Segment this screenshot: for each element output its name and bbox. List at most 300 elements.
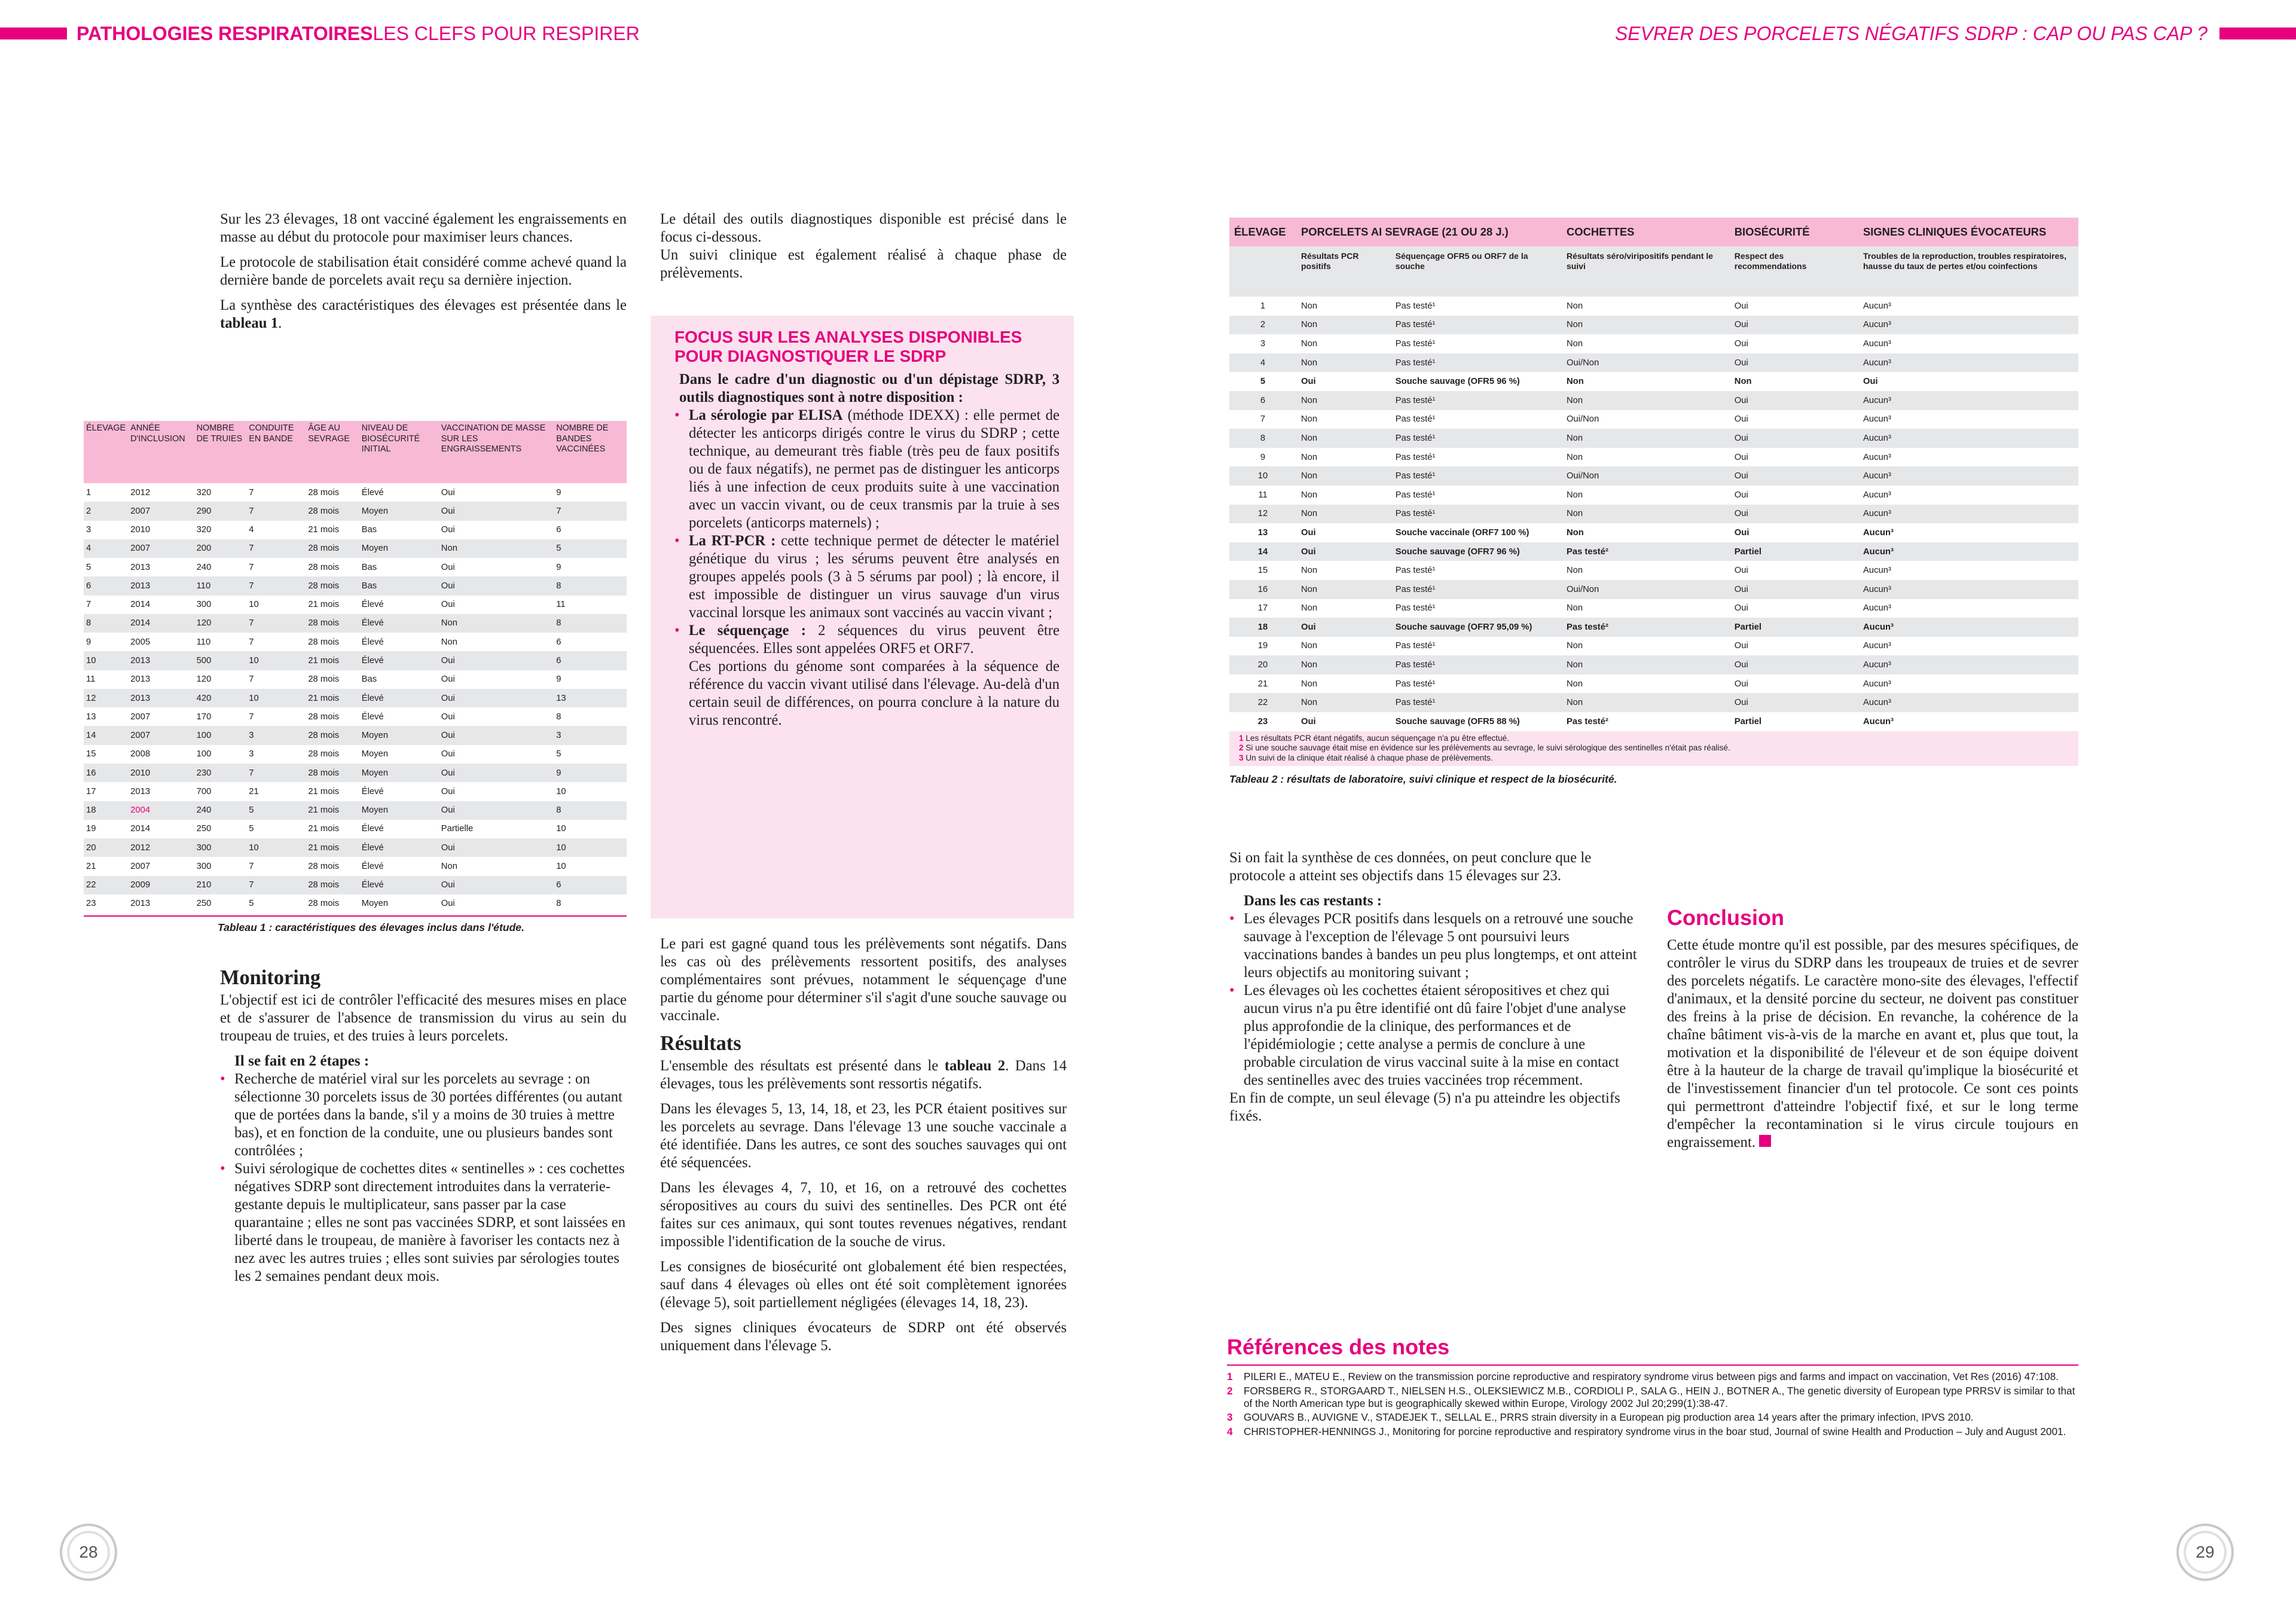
table-cell: 28 mois xyxy=(308,749,340,759)
table-cell: 21 xyxy=(86,861,96,871)
table-row xyxy=(84,820,627,838)
table-row xyxy=(1229,674,2078,694)
list-item: • Les élevages où les cochettes étaient séropositives et chez qui aucun virus n'a pu être identifié ont dû faire l'objet d'une analyse plus approfondie de la clinique, des performances et de l'épidémiologie ; cette analyse a permis de conclure à une probable circulation de virus vaccinal suite à la mise en contact des sentinelles avec des truies vaccinées trop récemment. xyxy=(1244,982,1641,1089)
reference-number: 2 xyxy=(1227,1384,1233,1397)
subheader: Résultats PCR positifs xyxy=(1296,246,1391,297)
table-cell: Oui xyxy=(1734,490,1748,500)
table-cell: 21 xyxy=(249,786,259,796)
table-cell: Souche sauvage (OFR7 96 %) xyxy=(1391,542,1562,561)
column-header: ANNÉE D'INCLUSION xyxy=(128,421,194,483)
table-cell: Aucun³ xyxy=(1858,655,2078,674)
reference-text: FORSBERG R., STORGAARD T., NIELSEN H.S., OLEKSIEWICZ M.B., CORDIOLI P., SALA G., HEIN J., BOTNER A., The genetic diversity of European type PRRSV is similar to that of the North American type but is geographically skewed within Europe, Virology 2002 Jul 20;299(1):38-47. xyxy=(1244,1384,2075,1409)
table-cell: Non xyxy=(1301,301,1318,311)
table-cell: Non xyxy=(1296,429,1391,448)
subheader: Séquençage OFR5 ou ORF7 de la souche xyxy=(1391,246,1562,297)
table-cell: Oui xyxy=(439,764,554,782)
table-cell: 20 xyxy=(1229,655,1296,674)
table-row xyxy=(84,857,627,875)
table-cell: 12 xyxy=(1229,505,1296,524)
bullet-list xyxy=(220,1070,627,1286)
table-cell: Oui xyxy=(1730,353,1858,373)
paragraph: En fin de compte, un seul élevage (5) n'a pu atteindre les objectifs fixés. xyxy=(1229,1090,1620,1124)
table-cell: 11 xyxy=(556,600,566,610)
table-cell: 3 xyxy=(1260,338,1266,349)
table-cell: Non xyxy=(1562,391,1730,410)
table-cell: Élevé xyxy=(361,600,384,610)
table-cell: 21 mois xyxy=(308,786,340,796)
table-cell: Aucun³ xyxy=(1858,316,2078,335)
table-cell: Oui xyxy=(1734,452,1748,462)
table-row xyxy=(1229,486,2078,505)
table-cell: Non xyxy=(1566,527,1584,538)
table-cell: Non xyxy=(1301,452,1318,462)
paragraph: L'objectif est ici de contrôler l'efficacité des mesures mises en place et de s'assurer de l'absence de transmission du virus au sein du troupeau de truies, et des truies à leurs porcelets. xyxy=(220,992,627,1044)
table-cell: Élevé xyxy=(361,712,384,722)
table-row xyxy=(84,651,627,670)
table-cell: 9 xyxy=(86,637,91,647)
table-cell: Pas testé¹ xyxy=(1395,566,1436,576)
table-cell: Aucun³ xyxy=(1863,452,1891,462)
table-cell: Aucun³ xyxy=(1863,716,1894,726)
table-cell: 7 xyxy=(246,502,306,520)
table-cell: 22 xyxy=(1229,693,1296,712)
table-cell: 10 xyxy=(556,861,566,871)
table-cell: 2013 xyxy=(128,651,194,670)
table-row xyxy=(84,782,627,801)
reference-item xyxy=(1227,1370,2078,1383)
table-cell: 5 xyxy=(554,539,627,558)
table-cell: 2010 xyxy=(130,525,151,535)
table-cell: 9 xyxy=(556,562,561,572)
table-cell: 5 xyxy=(556,749,561,759)
table-cell: Non xyxy=(1562,655,1730,674)
header-accent-bar xyxy=(0,28,67,39)
table-cell: Bas xyxy=(359,576,439,595)
reference-item xyxy=(1227,1385,2078,1410)
table-cell: Oui xyxy=(1734,338,1748,349)
table-cell: Oui xyxy=(1730,580,1858,599)
section-subtitle: LES CLEFS POUR RESPIRER xyxy=(373,22,640,44)
table-cell: Pas testé¹ xyxy=(1395,679,1436,689)
table-cell: 19 xyxy=(1257,641,1268,651)
table-cell: Aucun³ xyxy=(1858,693,2078,712)
table-2-caption: Tableau 2 : résultats de laboratoire, suivi clinique et respect de la biosécurité. xyxy=(1229,773,1617,786)
table-1 xyxy=(84,421,627,934)
table-cell: 100 xyxy=(196,749,212,759)
table-cell: Aucun³ xyxy=(1858,580,2078,599)
reference-item xyxy=(1227,1425,2078,1438)
table-cell: Non xyxy=(439,614,554,633)
table-cell: Oui/Non xyxy=(1562,580,1730,599)
table-cell: Élevé xyxy=(361,637,384,647)
table-cell: Oui xyxy=(1730,655,1858,674)
table-cell: Pas testé¹ xyxy=(1395,338,1436,349)
table-cell: 10 xyxy=(554,838,627,857)
col-group-porcelets: PORCELETS AI SEVRAGE (21 OU 28 J.) xyxy=(1296,218,1562,246)
table-cell: 2 xyxy=(84,502,128,520)
table-cell: 4 xyxy=(249,525,254,535)
table-cell: 5 xyxy=(1260,377,1266,387)
table-cell: Non xyxy=(1301,490,1318,500)
paragraph: Si on fait la synthèse de ces données, on peut conclure que le protocole a atteint ses objectifs dans 15 élevages sur 23. xyxy=(1229,850,1592,884)
table-row xyxy=(1229,410,2078,429)
conclusion-heading: Conclusion xyxy=(1667,905,1784,930)
reference-text: GOUVARS B., AUVIGNE V., STADEJEK T., SELLAL E., PRRS strain diversity in a European pig production area 14 years after the primary infection, IPVS 2010. xyxy=(1244,1411,1974,1424)
paragraph: Un suivi clinique est également réalisé à chaque phase de prélèvements. xyxy=(660,247,1067,281)
column-1-intro xyxy=(220,210,627,340)
table-cell: 320 xyxy=(196,525,212,535)
table-cell: 10 xyxy=(556,824,566,834)
references-heading: Références des notes xyxy=(1227,1335,1450,1359)
table-cell: 18 xyxy=(1229,618,1296,637)
table-cell: 200 xyxy=(194,539,247,558)
table-row xyxy=(1229,334,2078,353)
table-cell: Non xyxy=(1296,505,1391,524)
table-cell: 14 xyxy=(1229,542,1296,561)
paragraph: Dans les élevages 5, 13, 14, 18, et 23, les PCR étaient positives sur les porcelets au sevrage. Dans l'élevage 13 une souche vaccinale a été identifiée. Dans les autres, ce sont des souches sauvages qui ont été séquencées. xyxy=(660,1101,1067,1171)
table-cell: Moyen xyxy=(361,749,389,759)
table-cell: Oui xyxy=(1730,693,1858,712)
table-cell: 19 xyxy=(86,824,96,834)
table-row xyxy=(1229,580,2078,599)
table-cell: 6 xyxy=(554,651,627,670)
table-cell: Aucun³ xyxy=(1863,527,1894,538)
table-cell: 28 mois xyxy=(306,726,359,744)
table-cell: Non xyxy=(1301,641,1318,651)
table-cell: Non xyxy=(1296,655,1391,674)
table-row xyxy=(84,838,627,857)
table-row xyxy=(84,670,627,689)
table-cell: Oui xyxy=(439,576,554,595)
table-row xyxy=(84,576,627,595)
table-cell: Oui xyxy=(1301,527,1316,538)
table-cell: 2009 xyxy=(128,876,194,895)
table-cell: 1 xyxy=(86,487,91,497)
table-cell: Oui xyxy=(1301,377,1316,387)
table-cell: 13 xyxy=(554,689,627,707)
table-cell: 7 xyxy=(249,637,254,647)
table-row xyxy=(84,745,627,764)
table-cell: Non xyxy=(1566,301,1583,311)
monitoring-heading: Monitoring xyxy=(220,966,321,989)
table-cell: Non xyxy=(1566,338,1583,349)
column-3 xyxy=(1229,849,1641,1132)
table-cell: 500 xyxy=(194,651,247,670)
table-row xyxy=(1229,561,2078,580)
table-cell: 14 xyxy=(84,726,128,744)
table-cell: 2007 xyxy=(128,502,194,520)
table-cell: 8 xyxy=(554,614,627,633)
table-cell: 1 xyxy=(1260,301,1266,311)
table-cell: 7 xyxy=(249,712,254,722)
table-cell: 28 mois xyxy=(308,674,340,685)
table-cell: Souche sauvage (OFR5 88 %) xyxy=(1395,716,1520,726)
header-accent-bar-right xyxy=(2219,28,2296,39)
table-row xyxy=(84,633,627,651)
table-cell: Partiel xyxy=(1734,716,1762,726)
table-cell: 300 xyxy=(196,600,212,610)
right-running-header xyxy=(1615,19,2296,48)
table-cell: 9 xyxy=(556,487,561,497)
table-cell: 18 xyxy=(84,801,128,820)
table-cell: Pas testé¹ xyxy=(1391,505,1562,524)
table-cell: Oui xyxy=(439,726,554,744)
col-group-cochettes: COCHETTES xyxy=(1562,218,1730,246)
table-cell: Bas xyxy=(361,562,377,572)
table-cell: 250 xyxy=(196,824,212,834)
table-cell: Oui xyxy=(441,786,455,796)
table-cell: Pas testé¹ xyxy=(1391,693,1562,712)
paragraph: L'ensemble des résultats est présenté dans le tableau 2. Dans 14 élevages, tous les prélèvements sont ressortis négatifs. xyxy=(660,1058,1067,1092)
table-cell: 2014 xyxy=(130,600,151,610)
table-row xyxy=(1229,523,2078,542)
list-item: • Les élevages PCR positifs dans lesquels on a retrouvé une souche sauvage à l'exception de l'élevage 5 ont poursuivi leurs vaccinations bandes à bandes un peu plus longtemps, et ont atteint leurs objectifs au monitoring suivant ; xyxy=(1244,910,1641,982)
table-row xyxy=(1229,712,2078,731)
table-cell: Moyen xyxy=(359,764,439,782)
table-cell: 5 xyxy=(86,562,91,572)
table-cell: Oui xyxy=(441,899,455,909)
column-header: ÉLEVAGE xyxy=(84,421,128,483)
list-item: • Le séquençage : 2 séquences du virus peuvent être séquencées. Elles sont appelées ORF5 et ORF7. Ces portions du génome sont comparées à la séquence de référence du vaccin vivant utilisé dans l'élevage. Au-delà d'un certain seuil de différences, on pourra conclure à la nature du virus rencontré. xyxy=(689,622,1060,729)
page-number-left: 28 xyxy=(60,1524,117,1581)
table-row xyxy=(1229,372,2078,391)
table-cell: 4 xyxy=(84,539,128,558)
table-cell: 700 xyxy=(196,786,212,796)
table-cell: 7 xyxy=(86,600,91,610)
table-cell: 2014 xyxy=(128,614,194,633)
table-cell: 210 xyxy=(194,876,247,895)
table-cell: Bas xyxy=(361,674,377,685)
table-cell: Aucun³ xyxy=(1863,641,1891,651)
table-cell: 16 xyxy=(84,764,128,782)
table-cell: Pas testé¹ xyxy=(1391,580,1562,599)
table-cell: Oui xyxy=(439,651,554,670)
table-cell: Aucun³ xyxy=(1863,679,1891,689)
table-cell: 4 xyxy=(1229,353,1296,373)
table-cell: 2008 xyxy=(130,749,151,759)
col-group-elevage: ÉLEVAGE xyxy=(1229,218,1296,246)
table-row xyxy=(84,596,627,614)
table-cell: Élevé xyxy=(359,614,439,633)
table-cell: 21 mois xyxy=(306,689,359,707)
table-cell: Oui xyxy=(1734,527,1750,538)
column-2-top xyxy=(660,210,1067,289)
table-cell: Moyen xyxy=(359,502,439,520)
table-cell: 2 xyxy=(1229,316,1296,335)
column-header: CONDUITE EN BANDE xyxy=(246,421,306,483)
column-header: VACCINATION DE MASSE SUR LES ENGRAISSEMENTS xyxy=(439,421,554,483)
table-cell: 21 mois xyxy=(308,525,340,535)
references xyxy=(1227,1335,2078,1440)
table-cell: 240 xyxy=(196,562,212,572)
table-cell: 28 mois xyxy=(306,502,359,520)
table-cell: 2007 xyxy=(130,861,151,871)
table-cell: 2013 xyxy=(128,576,194,595)
table-1-caption: Tableau 1 : caractéristiques des élevages inclus dans l'étude. xyxy=(218,921,524,934)
table-cell: 300 xyxy=(194,838,247,857)
table-cell: 11 xyxy=(1258,490,1268,500)
table-cell: Pas testé² xyxy=(1562,542,1730,561)
table-cell: Oui xyxy=(1734,414,1748,425)
table-cell: Partielle xyxy=(441,824,474,834)
table-cell: 28 mois xyxy=(306,576,359,595)
table-cell: Non xyxy=(1566,679,1583,689)
table-cell: 28 mois xyxy=(308,899,340,909)
table-cell: Oui xyxy=(439,838,554,857)
table-cell: Élevé xyxy=(359,876,439,895)
paragraph: La synthèse des caractéristiques des élevages est présentée dans le tableau 1. xyxy=(220,297,627,331)
table-cell: 240 xyxy=(194,801,247,820)
column-header: ÂGE AU SEVRAGE xyxy=(306,421,359,483)
table-cell: Non xyxy=(1301,566,1318,576)
table-cell: Pas testé² xyxy=(1566,716,1608,726)
table-cell: Non xyxy=(1301,679,1318,689)
list-item: • La sérologie par ELISA (méthode IDEXX) : elle permet de détecter les anticorps dirigés contre le virus du SDRP ; cette technique, au demeurant très fiable (très peu de faux positifs ou de faux négatifs), ne permet pas de distinguer les anticorps liés à une infection de ceux produits suite à une vaccination avec un vaccin vivant, ou de ceux transmis par la truie à ses porcelets (anticorps maternels) ; xyxy=(689,407,1060,532)
table-cell: Oui/Non xyxy=(1562,466,1730,486)
table-cell: 230 xyxy=(194,764,247,782)
table-cell: Non xyxy=(1301,603,1318,613)
table-cell: Oui xyxy=(1301,716,1316,726)
table-cell: 10 xyxy=(1229,466,1296,486)
table-cell: 9 xyxy=(554,764,627,782)
focus-title-2: POUR DIAGNOSTIQUER LE SDRP xyxy=(674,347,947,365)
table-cell: Non xyxy=(1562,316,1730,335)
table-cell: Pas testé¹ xyxy=(1391,655,1562,674)
table-row xyxy=(1229,391,2078,410)
table-cell: 7 xyxy=(246,576,306,595)
table-cell: 120 xyxy=(196,674,212,685)
column-header: NOMBRE DE BANDES VACCINÉES xyxy=(554,421,627,483)
table-cell: Oui xyxy=(1730,429,1858,448)
table-cell: 2013 xyxy=(130,786,151,796)
list-item: • Suivi sérologique de cochettes dites « sentinelles » : ces cochettes négatives SDRP sont directement introduites dans la verraterie-gestante depuis le multiplicateur, sans passer par la case quarantaine ; elles ne sont pas vaccinées SDRP, et sont laissées en liberté dans le troupeau, de manière à favoriser les contacts nez à nez avec les autres truies ; elles sont suivies par sérologies toutes les 2 semaines pendant deux mois. xyxy=(234,1160,627,1286)
table-cell: Pas testé¹ xyxy=(1395,603,1436,613)
reference-number: 1 xyxy=(1227,1370,1233,1382)
list-item: • Recherche de matériel viral sur les porcelets au sevrage : on sélectionne 30 porcelets issus de 30 portées différentes (ou autant que de portées dans la bande, s'il y a moins de 30 truies à mettre bas), et en fonction de la conduite, une ou plusieurs bandes sont contrôlées ; xyxy=(234,1070,627,1160)
table-cell: Pas testé¹ xyxy=(1395,452,1436,462)
table-cell: 20 xyxy=(84,838,128,857)
table-cell: Moyen xyxy=(359,726,439,744)
table-cell: Aucun³ xyxy=(1863,338,1891,349)
table-cell: 5 xyxy=(246,801,306,820)
paragraph: Les consignes de biosécurité ont globalement été bien respectées, sauf dans 4 élevages où elles ont été soit complètement ignorées (élevage 5), soit partiellement négligées (élevages 14, 18, 23). xyxy=(660,1259,1067,1311)
table-cell: Oui xyxy=(441,525,455,535)
table-cell: Non xyxy=(1296,466,1391,486)
page-number-right: 29 xyxy=(2176,1524,2234,1581)
table-cell: Non xyxy=(1562,429,1730,448)
table-cell: Non xyxy=(1296,580,1391,599)
table-cell: 2012 xyxy=(128,838,194,857)
table-cell: 8 xyxy=(556,899,561,909)
table-cell: Non xyxy=(441,637,457,647)
table-cell: 7 xyxy=(249,562,254,572)
table-cell: 21 mois xyxy=(306,838,359,857)
table-cell: 13 xyxy=(1257,527,1268,538)
table-cell: Souche vaccinale (ORF7 100 %) xyxy=(1395,527,1529,538)
table-cell: Moyen xyxy=(361,899,389,909)
table-cell: 28 mois xyxy=(308,562,340,572)
table-cell: 7 xyxy=(249,487,254,497)
column-header: NIVEAU DE BIOSÉCURITÉ INITIAL xyxy=(359,421,439,483)
table-cell: Aucun³ xyxy=(1863,490,1891,500)
table-cell: 28 mois xyxy=(308,861,340,871)
table-cell: 17 xyxy=(1257,603,1268,613)
table-cell: 2013 xyxy=(130,562,151,572)
table-cell: Aucun³ xyxy=(1858,353,2078,373)
table-cell: Moyen xyxy=(359,801,439,820)
table-cell: 320 xyxy=(196,487,212,497)
table-row xyxy=(84,801,627,820)
table-cell: Non xyxy=(1566,490,1583,500)
table-row xyxy=(1229,353,2078,373)
table-cell: 2010 xyxy=(128,764,194,782)
table-row xyxy=(1229,297,2078,316)
table-cell: 6 xyxy=(556,637,561,647)
paragraph: Le détail des outils diagnostiques disponible est précisé dans le focus ci-dessous. xyxy=(660,211,1067,245)
table-cell: 2013 xyxy=(130,674,151,685)
table-cell: 21 mois xyxy=(308,600,340,610)
table-cell: Aucun³ xyxy=(1858,618,2078,637)
table-cell: 7 xyxy=(246,539,306,558)
table-cell: Élevé xyxy=(361,786,384,796)
table-cell: 23 xyxy=(86,899,96,909)
focus-box xyxy=(651,316,1074,918)
table-cell: 8 xyxy=(554,576,627,595)
table-row xyxy=(84,895,627,913)
table-cell: 9 xyxy=(1260,452,1266,462)
list-item: • La RT-PCR : cette technique permet de détecter le matériel génétique du virus ; les sérums peuvent être analysés en groupes appelés pools (3 à 5 sérums par pool) ; là encore, il est impossible de distinguer un virus sauvage d'un virus vaccinal lorsque les animaux sont vaccinés au vaccin vivant ; xyxy=(689,532,1060,622)
table-cell: Pas testé¹ xyxy=(1391,391,1562,410)
table-row xyxy=(84,614,627,633)
table-cell: 8 xyxy=(556,712,561,722)
column-header: NOMBRE DE TRUIES xyxy=(194,421,247,483)
table-cell: 6 xyxy=(1229,391,1296,410)
paragraph: Le pari est gagné quand tous les prélèvements sont négatifs. Dans les cas où des prélèvements ressortent positifs, des analyses complémentaires sont prévues, notamment le séquençage d'une partie du génome pour déterminer s'il s'agit d'une souche sauvage ou vaccinale. xyxy=(660,936,1067,1024)
table-cell: 28 mois xyxy=(308,487,340,497)
table-cell: Oui xyxy=(439,502,554,520)
table-cell: 3 xyxy=(249,749,254,759)
table-cell: 10 xyxy=(249,600,259,610)
table-cell: Non xyxy=(439,539,554,558)
table-cell: Aucun³ xyxy=(1858,429,2078,448)
table-cell: Oui xyxy=(439,876,554,895)
reference-number: 4 xyxy=(1227,1425,1233,1437)
table-cell: 2013 xyxy=(128,689,194,707)
table-cell: 6 xyxy=(556,525,561,535)
reference-text: PILERI E., MATEU E., Review on the transmission porcine reproductive and respiratory syndrome virus between pigs and farms and impact on vaccination, Vet Res (2016) 47:108. xyxy=(1244,1370,2059,1382)
table-cell: Non xyxy=(441,861,457,871)
table-cell: Pas testé² xyxy=(1562,618,1730,637)
table-cell: 7 xyxy=(246,764,306,782)
table-cell: 6 xyxy=(554,876,627,895)
table-cell: Souche sauvage (OFR7 95,09 %) xyxy=(1391,618,1562,637)
table-cell: Élevé xyxy=(361,861,384,871)
table-row xyxy=(84,876,627,895)
table-cell: 10 xyxy=(246,651,306,670)
table-cell: 7 xyxy=(249,861,254,871)
table-row xyxy=(1229,655,2078,674)
table-row xyxy=(1229,637,2078,656)
reference-text: CHRISTOPHER-HENNINGS J., Monitoring for porcine reproductive and respiratory syndrome virus in the boar stud, Journal of swine Health and Production – July and August 2001. xyxy=(1244,1425,2066,1437)
table-cell: 21 mois xyxy=(308,824,340,834)
table-cell: 10 xyxy=(246,689,306,707)
table-cell: 7 xyxy=(1260,414,1266,425)
table-cell: Non xyxy=(1296,693,1391,712)
col-group-signes: SIGNES CLINIQUES ÉVOCATEURS xyxy=(1858,218,2078,246)
table-cell: 15 xyxy=(1257,566,1268,576)
paragraph: Le protocole de stabilisation était considéré comme achevé quand la dernière bande de porcelets avait reçu sa dernière injection. xyxy=(220,254,627,288)
table-cell: Pas testé¹ xyxy=(1395,641,1436,651)
